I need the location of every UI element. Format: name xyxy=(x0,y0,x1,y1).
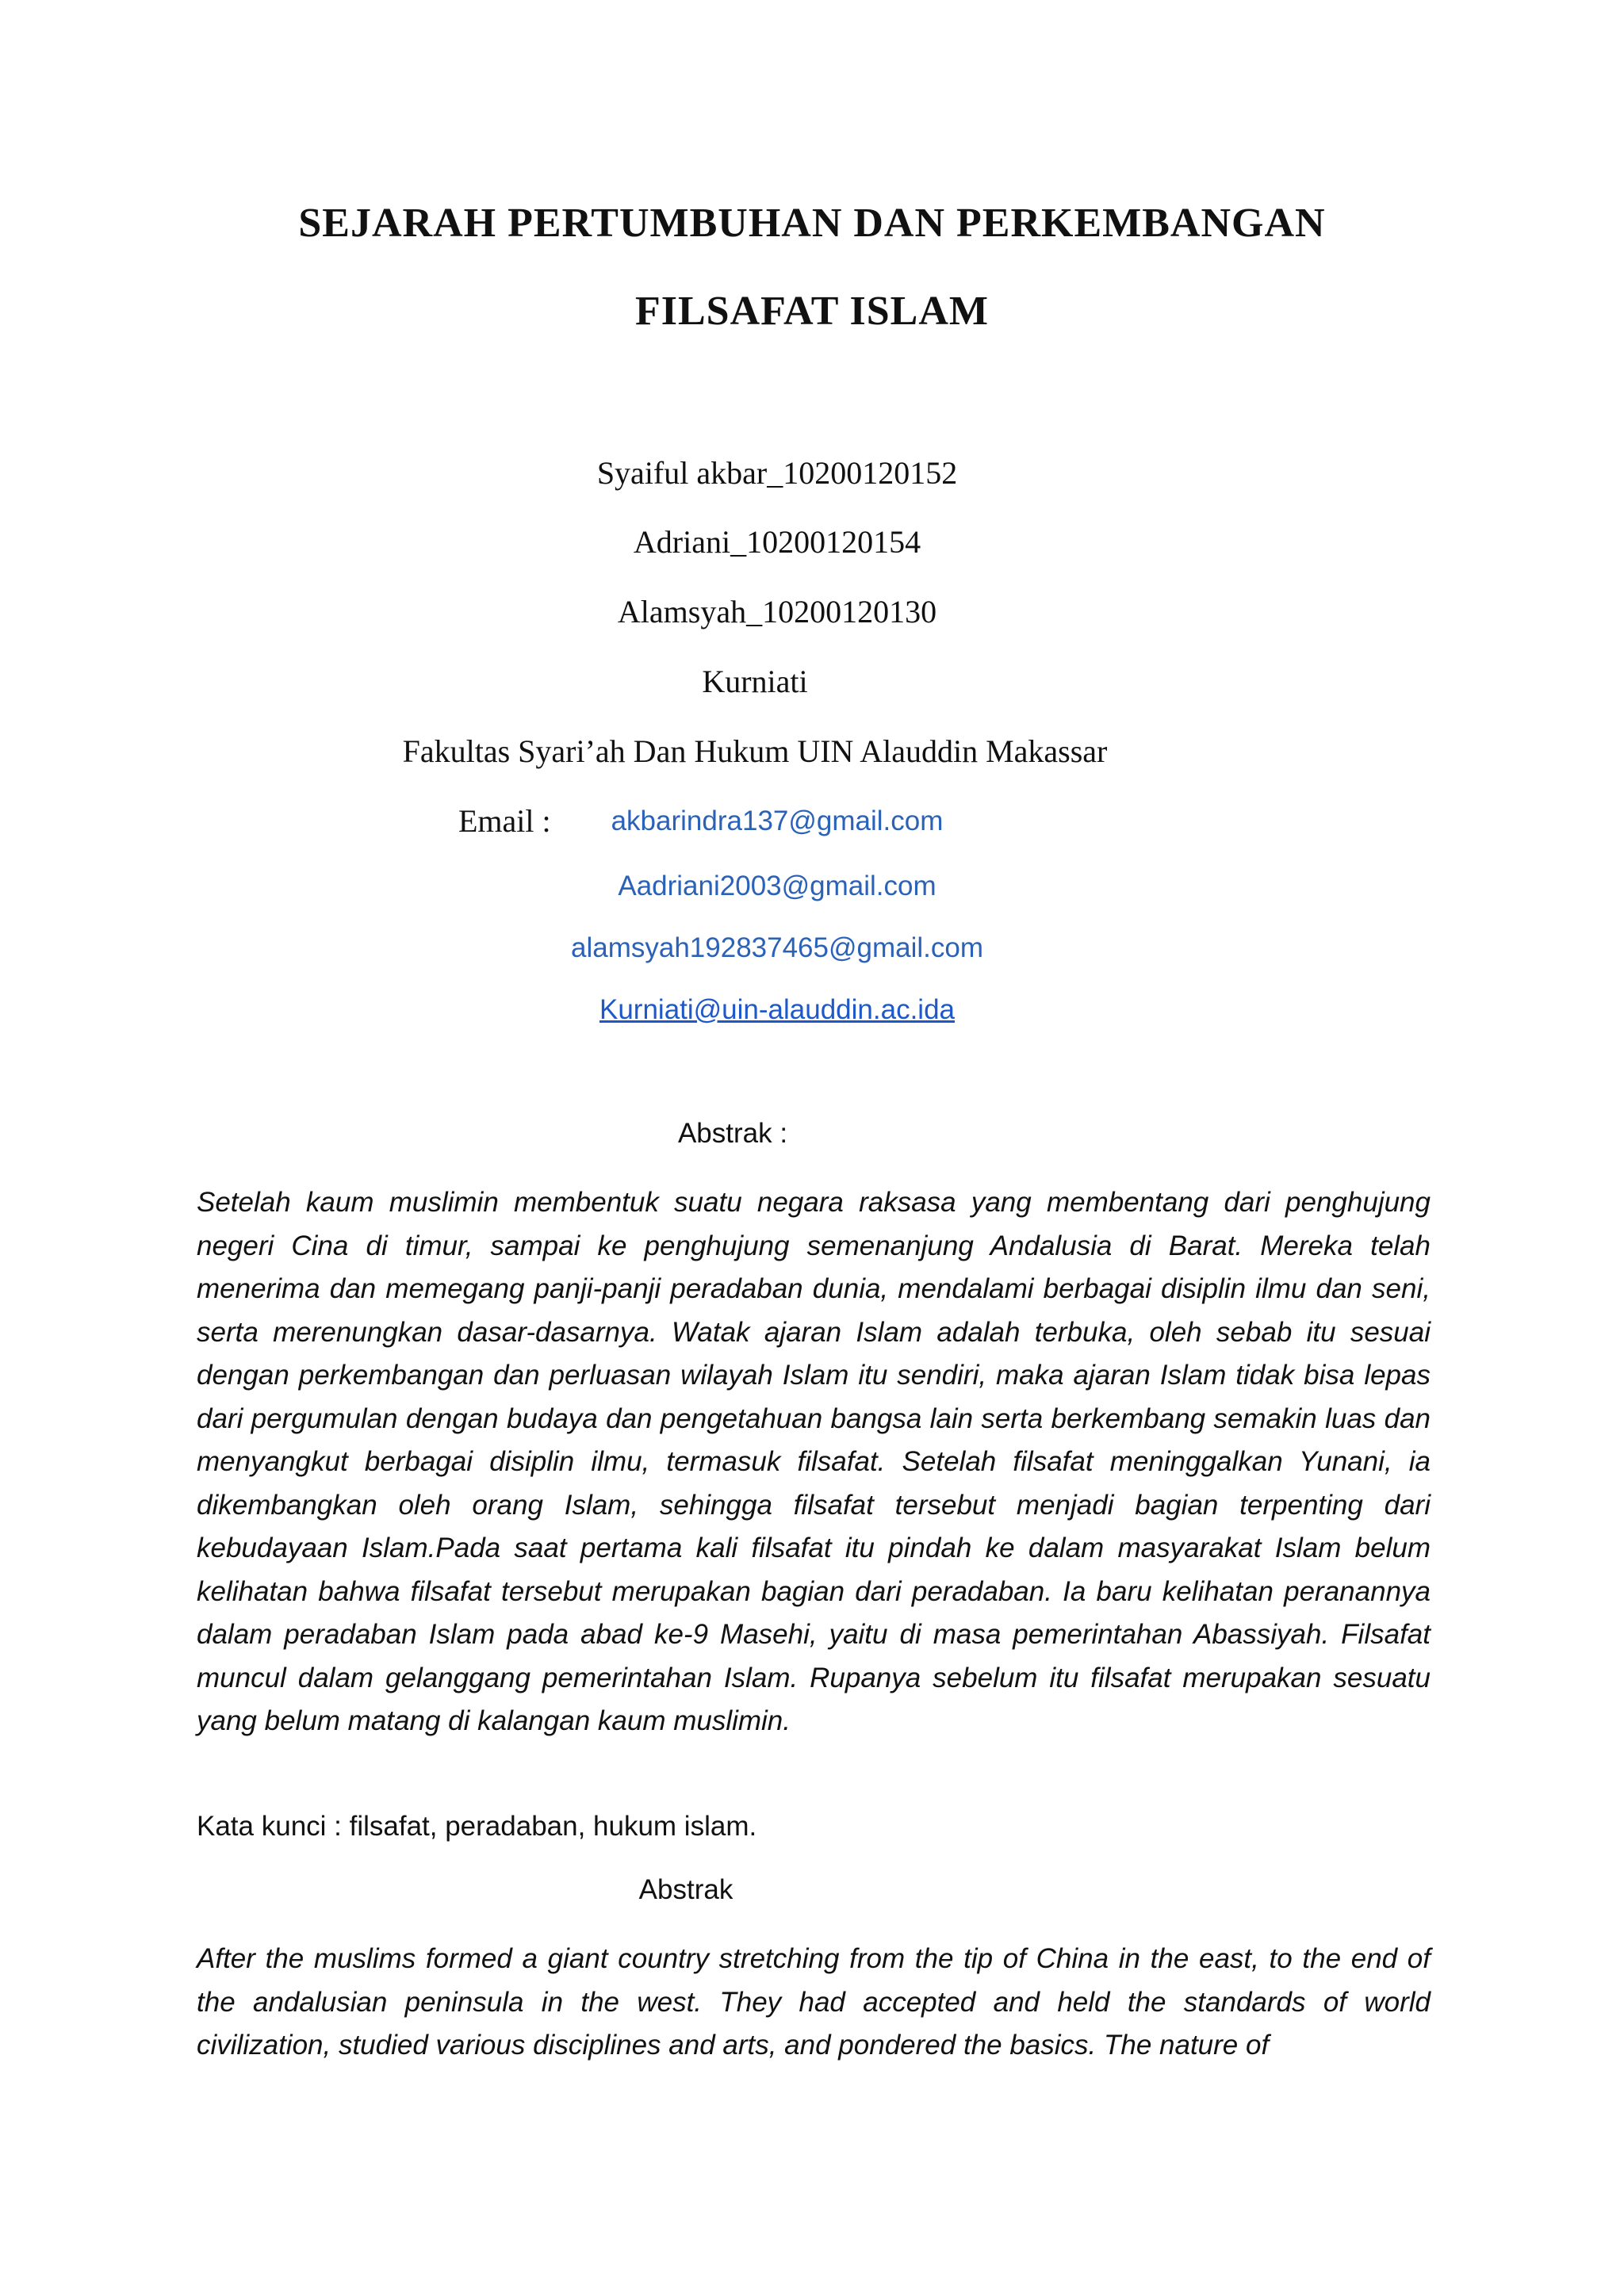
email-3[interactable]: alamsyah192837465@gmail.com xyxy=(571,932,983,963)
author-1: Syaiful akbar_10200120152 xyxy=(596,455,958,491)
abstract-id-paragraph: Setelah kaum muslimin membentuk suatu negara raksasa yang membentang dari penghujung negeri Cina di timur, sampai ke penghujung semenanjung Andalusia di Barat. Mereka telah menerima dan memegang panji-panji peradaban dunia, mendalami berbagai disiplin ilmu dan seni, serta merenungkan dasar-dasarnya. Watak ajaran Islam adalah terbuka, oleh sebab itu sesuai dengan perkembangan dan perluasan wilayah Islam itu sendiri, maka ajaran Islam tidak bisa lepas dari pergumulan dengan budaya dan pengetahuan bangsa lain serta berkembang semakin luas dan menyangkut berbagai disiplin ilmu, termasuk filsafat. Setelah filsafat meninggalkan Yunani, ia dikembangkan oleh orang Islam, sehingga filsafat tersebut menjadi bagian terpenting dari kebudayaan Islam.Pada saat pertama kali filsafat itu pindah ke dalam masyarakat Islam belum kelihatan bahwa filsafat tersebut merupakan bagian dari peradaban. Ia baru kelihatan peranannya dalam peradaban Islam pada abad ke-9 Masehi, yaitu di masa pemerintahan Abassiyah. Filsafat muncul dalam gelanggang pemerintahan Islam. Rupanya sebelum itu filsafat merupakan sesuatu yang belum matang di kalangan kaum muslimin. xyxy=(197,1187,1431,1736)
author-3: Alamsyah_10200120130 xyxy=(617,594,937,629)
affiliation: Fakultas Syari’ah Dan Hukum UIN Alauddin Makassar xyxy=(402,733,1108,769)
email-label: Email : xyxy=(458,803,551,839)
email-4-link[interactable]: Kurniati@uin-alauddin.ac.ida xyxy=(599,994,956,1025)
title-line-2: FILSAFAT ISLAM xyxy=(635,289,989,334)
abstract-heading-id: Abstrak : xyxy=(677,1118,788,1149)
author-4: Kurniati xyxy=(702,664,808,699)
email-2[interactable]: Aadriani2003@gmail.com xyxy=(618,871,936,901)
author-2: Adriani_10200120154 xyxy=(633,524,921,560)
title-line-1: SEJARAH PERTUMBUHAN DAN PERKEMBANGAN xyxy=(298,201,1326,246)
keywords: Kata kunci : filsafat, peradaban, hukum islam. xyxy=(197,1811,757,1842)
abstract-en-paragraph: After the muslims formed a giant country stretching from the tip of China in the east, to the end of the andalusian peninsula in the west. They had accepted and held the standards of world civilization, studied various disciplines and arts, and pondered the basics. The nature of xyxy=(197,1943,1431,2061)
email-1[interactable]: akbarindra137@gmail.com xyxy=(611,806,944,836)
abstract-heading-en: Abstrak xyxy=(638,1874,733,1905)
